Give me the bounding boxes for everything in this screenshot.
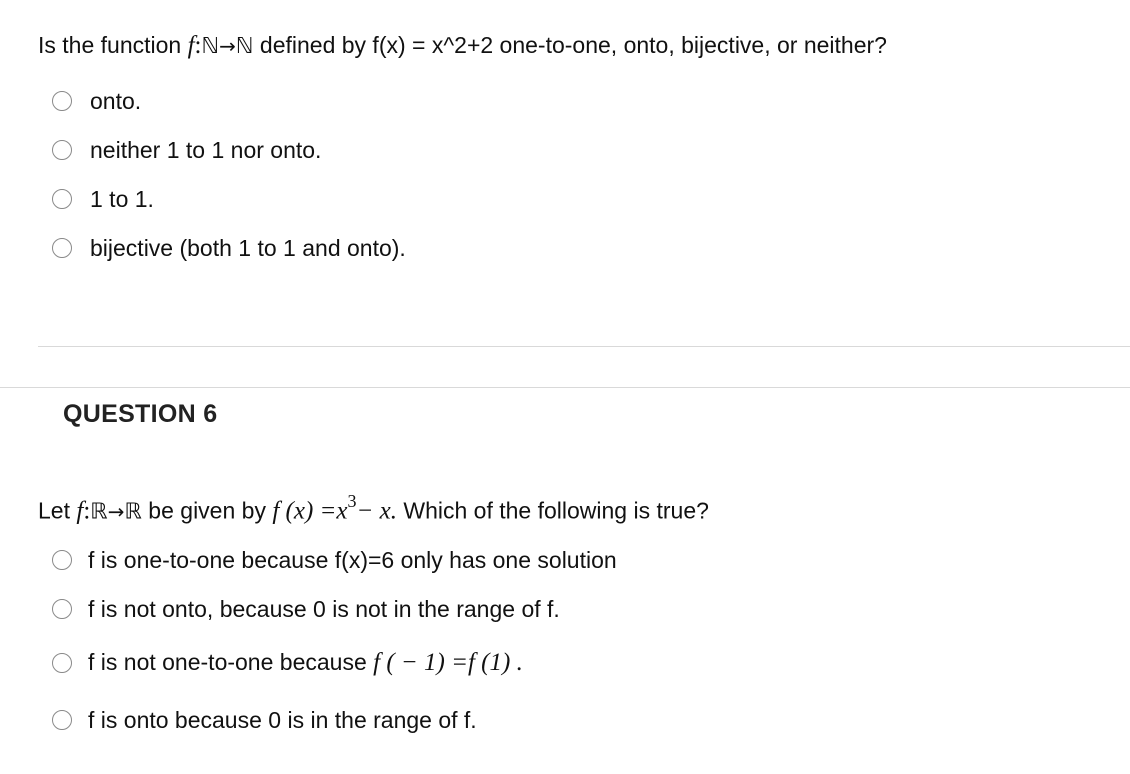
colon: : xyxy=(194,32,202,59)
prompt-suffix: Which of the following is true? xyxy=(396,497,709,524)
radio-button[interactable] xyxy=(52,140,72,160)
option-label: f is onto because 0 is in the range of f. xyxy=(88,707,477,733)
minus-x: − x. xyxy=(356,497,397,525)
option-label xyxy=(88,647,523,678)
q6-option-4[interactable] xyxy=(52,705,477,735)
option-label: f is one-to-one because f(x)=6 only has one solution xyxy=(88,547,617,573)
q6-option-1[interactable] xyxy=(52,545,617,575)
q5-option-bijective[interactable] xyxy=(52,233,406,263)
codomain-set: ℕ xyxy=(235,34,254,59)
q5-option-onto[interactable] xyxy=(52,86,141,116)
option-text: f is not one-to-one because xyxy=(88,649,374,675)
function-expression: f (x) =x xyxy=(272,497,348,525)
exponent: 3 xyxy=(347,491,357,511)
question-6-heading: QUESTION 6 xyxy=(63,400,218,428)
radio-button[interactable] xyxy=(52,550,72,570)
prompt-let: Let xyxy=(38,497,77,524)
codomain-set: ℝ xyxy=(124,499,142,525)
radio-button[interactable] xyxy=(52,91,72,111)
arrow: → xyxy=(219,34,236,58)
q6-option-3[interactable] xyxy=(52,647,523,678)
question-5-prompt xyxy=(38,30,887,62)
radio-button[interactable] xyxy=(52,653,72,673)
colon: : xyxy=(83,497,91,525)
q5-option-one-to-one[interactable] xyxy=(52,184,154,214)
radio-button[interactable] xyxy=(52,238,72,258)
arrow: → xyxy=(107,499,125,524)
radio-button[interactable] xyxy=(52,189,72,209)
option-label: 1 to 1. xyxy=(90,186,154,212)
option-label: bijective (both 1 to 1 and onto). xyxy=(90,235,406,261)
question-6-prompt xyxy=(38,489,709,528)
section-divider xyxy=(0,387,1130,388)
prompt-prefix: Is the function xyxy=(38,32,188,58)
option-label: f is not onto, because 0 is not in the range of f. xyxy=(88,596,560,622)
radio-button[interactable] xyxy=(52,710,72,730)
radio-button[interactable] xyxy=(52,599,72,619)
given-by: be given by xyxy=(141,497,273,524)
option-label: neither 1 to 1 nor onto. xyxy=(90,137,322,163)
prompt-suffix: defined by f(x) = x^2+2 one-to-one, onto, bijective, or neither? xyxy=(253,32,887,58)
q6-option-2[interactable] xyxy=(52,594,560,624)
function-symbol: f xyxy=(76,497,84,525)
option-label: onto. xyxy=(90,88,142,114)
domain-set: ℕ xyxy=(201,34,220,59)
q5-option-neither[interactable] xyxy=(52,135,321,165)
domain-set: ℝ xyxy=(90,499,108,525)
function-symbol: f xyxy=(187,32,195,59)
divider xyxy=(38,346,1130,347)
option-math: f ( − 1) =f (1) . xyxy=(373,649,523,676)
